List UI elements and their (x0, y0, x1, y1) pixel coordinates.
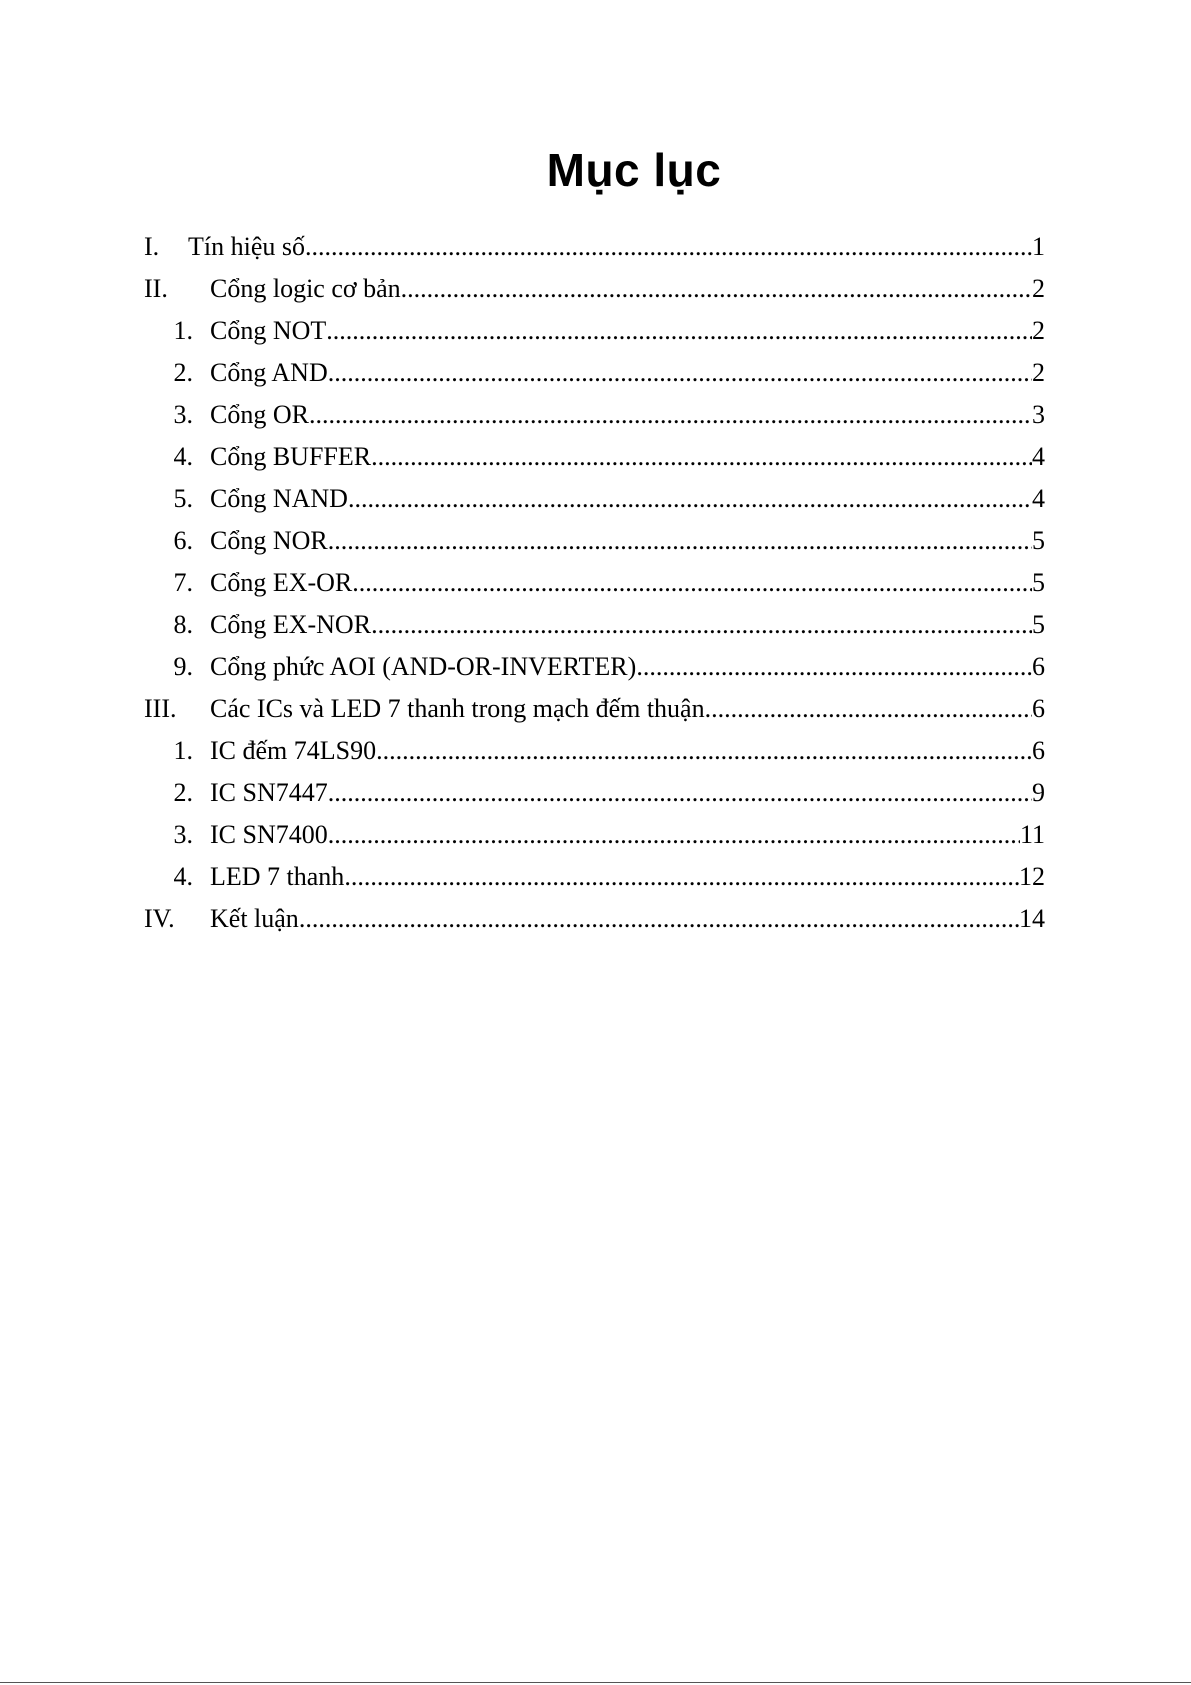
toc-entry[interactable] (144, 688, 1045, 730)
toc-entry-page: 6 (1032, 694, 1045, 723)
toc-entry[interactable] (144, 268, 1045, 310)
toc-entry-number: 2. (173, 778, 193, 807)
toc-entry-page: 4 (1032, 442, 1045, 471)
toc-entry-page: 12 (1019, 862, 1045, 891)
toc-entry-number: 8. (173, 610, 193, 639)
toc-entry-number: IV. (144, 904, 175, 933)
toc-entry-page: 5 (1032, 610, 1045, 639)
toc-dot-leader (328, 352, 1032, 394)
toc-entry-page: 2 (1032, 358, 1045, 387)
toc-dot-leader (705, 688, 1032, 730)
toc-entry-number: 1. (173, 316, 193, 345)
toc-entry-label: Kết luận (210, 904, 299, 933)
toc-entry-number: 3. (173, 820, 193, 849)
toc-entry[interactable] (144, 730, 1045, 772)
toc-entry[interactable] (144, 814, 1045, 856)
toc-entry-label: IC đếm 74LS90 (210, 736, 377, 765)
toc-entry-label: Tín hiệu số (188, 232, 305, 261)
toc-dot-leader (344, 856, 1019, 898)
toc-entry-number: 3. (173, 400, 193, 429)
table-of-contents (144, 226, 1045, 940)
toc-entry-number: III. (144, 694, 177, 723)
toc-entry-number: II. (144, 274, 168, 303)
toc-entry[interactable] (144, 856, 1045, 898)
toc-entry-page: 4 (1032, 484, 1045, 513)
toc-entry-number: I. (144, 232, 160, 261)
toc-entry-label: Cổng EX-OR (210, 568, 353, 597)
toc-entry-label: Cổng NAND (210, 484, 348, 513)
toc-title: Mục lục (546, 144, 722, 196)
toc-dot-leader (328, 814, 1020, 856)
toc-entry[interactable] (144, 898, 1045, 940)
toc-dot-leader (305, 226, 1032, 268)
toc-entry[interactable] (144, 646, 1045, 688)
toc-entry[interactable] (144, 310, 1045, 352)
toc-entry-page: 14 (1019, 904, 1045, 933)
toc-entry-page: 9 (1032, 778, 1045, 807)
toc-entry[interactable] (144, 562, 1045, 604)
toc-entry-number: 5. (173, 484, 193, 513)
toc-entry[interactable] (144, 772, 1045, 814)
toc-dot-leader (309, 394, 1032, 436)
toc-dot-leader (636, 646, 1032, 688)
toc-dot-leader (352, 562, 1032, 604)
toc-dot-leader (371, 436, 1032, 478)
toc-entry-label: Cổng phức AOI (AND-OR-INVERTER) (210, 652, 637, 681)
toc-entry-page: 11 (1019, 820, 1045, 849)
toc-dot-leader (371, 604, 1032, 646)
toc-entry-page: 6 (1032, 652, 1045, 681)
toc-entry[interactable] (144, 520, 1045, 562)
toc-dot-leader (299, 898, 1019, 940)
toc-entry-label: Cổng NOT (210, 316, 327, 345)
toc-entry-label: Cổng OR (210, 400, 309, 429)
toc-entry-label: Cổng NOR (210, 526, 328, 555)
toc-entry-page: 5 (1032, 568, 1045, 597)
toc-entry[interactable] (144, 436, 1045, 478)
toc-entry-page: 3 (1032, 400, 1045, 429)
toc-dot-leader (328, 772, 1032, 814)
toc-entry-label: Cổng EX-NOR (210, 610, 372, 639)
toc-entry-label: Cổng AND (210, 358, 328, 387)
toc-entry-page: 2 (1032, 274, 1045, 303)
toc-entry-page: 2 (1032, 316, 1045, 345)
toc-entry-label: IC SN7400 (210, 820, 328, 849)
toc-dot-leader (376, 730, 1032, 772)
toc-entry[interactable] (144, 478, 1045, 520)
toc-entry-label: IC SN7447 (210, 778, 328, 807)
toc-entry-label: Cổng logic cơ bản (210, 274, 401, 303)
toc-entry-page: 5 (1032, 526, 1045, 555)
toc-dot-leader (326, 310, 1032, 352)
toc-entry-number: 9. (173, 652, 193, 681)
toc-entry-number: 4. (173, 442, 193, 471)
toc-entry-number: 7. (173, 568, 193, 597)
toc-dot-leader (401, 268, 1032, 310)
toc-entry-label: Cổng BUFFER (210, 442, 372, 471)
toc-entry-number: 6. (173, 526, 193, 555)
toc-entry-label: LED 7 thanh (210, 862, 345, 891)
toc-entry-number: 4. (173, 862, 193, 891)
toc-entry[interactable] (144, 352, 1045, 394)
page-bottom-rule (0, 1682, 1191, 1683)
toc-entry[interactable] (144, 226, 1045, 268)
toc-dot-leader (348, 478, 1032, 520)
toc-entry[interactable] (144, 394, 1045, 436)
toc-dot-leader (328, 520, 1032, 562)
toc-entry-label: Các ICs và LED 7 thanh trong mạch đếm thuận (210, 694, 705, 723)
toc-entry-number: 1. (173, 736, 193, 765)
toc-entry[interactable] (144, 604, 1045, 646)
toc-entry-number: 2. (173, 358, 193, 387)
toc-entry-page: 1 (1032, 232, 1045, 261)
toc-entry-page: 6 (1032, 736, 1045, 765)
